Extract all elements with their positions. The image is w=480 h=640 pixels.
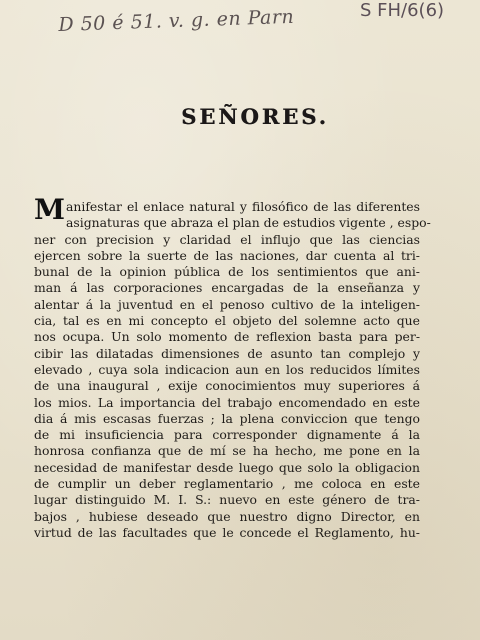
body-line-11: elevado , cuya sola indicacion aun en los reducidos límites xyxy=(34,361,420,377)
handwritten-shelf-mark: S FH/6(6) xyxy=(360,0,445,21)
body-line-6: man á las corporaciones encargadas de la enseñanza y xyxy=(34,280,420,296)
handwritten-catalog-note: D 50 é 51. v. g. en Parn xyxy=(58,5,295,36)
body-line-12: de una inaugural , exije conocimientos muy superiores á xyxy=(34,378,420,394)
body-line-3: ner con precision y claridad el influjo que las ciencias xyxy=(34,231,420,247)
body-line-4: ejercen sobre la suerte de las naciones, dar cuenta al tri- xyxy=(34,247,420,263)
body-line-20: bajos , hubiese deseado que nuestro digno Director, en xyxy=(34,508,420,524)
body-line-14: dia á mis escasas fuerzas ; la plena conviccion que tengo xyxy=(34,410,420,426)
body-line-19: lugar distinguido M. I. S.: nuevo en este género de tra- xyxy=(34,492,420,508)
body-line-8: cia, tal es en mi concepto el objeto del solemne acto que xyxy=(34,313,420,329)
body-line-10: cibir las dilatadas dimensiones de asunto tan complejo y xyxy=(34,345,420,361)
body-line-17: necesidad de manifestar desde luego que solo la obligacion xyxy=(34,459,420,475)
body-line-21: virtud de las facultades que le concede el Reglamento, hu- xyxy=(34,524,420,540)
body-text xyxy=(34,193,431,541)
body-line-15: de mi insuficiencia para corresponder dignamente á la xyxy=(34,427,420,443)
body-line-18: de cumplir un deber reglamentario , me coloca en este xyxy=(34,476,420,492)
body-line-2: asignaturas que abraza el plan de estudios vigente , espo- xyxy=(66,215,431,231)
title-text: SEÑORES. xyxy=(151,104,329,129)
body-line-9: nos ocupa. Un solo momento de reflexion basta para per- xyxy=(34,329,420,345)
body-line-1-text: anifestar el enlace natural y filosófico de las diferentes xyxy=(66,199,420,214)
page-title xyxy=(0,104,480,129)
body-line-13: los mios. La importancia del trabajo encomendado en este xyxy=(34,394,420,410)
body-line-16: honrosa confianza que de mí se ha hecho, me pone en la xyxy=(34,443,420,459)
body-line-5: bunal de la opinion pública de los sentimientos que ani- xyxy=(34,264,420,280)
body-line-7: alentar á la juventud en el penoso cultivo de la inteligen- xyxy=(34,296,420,312)
drop-cap: M xyxy=(34,193,65,226)
